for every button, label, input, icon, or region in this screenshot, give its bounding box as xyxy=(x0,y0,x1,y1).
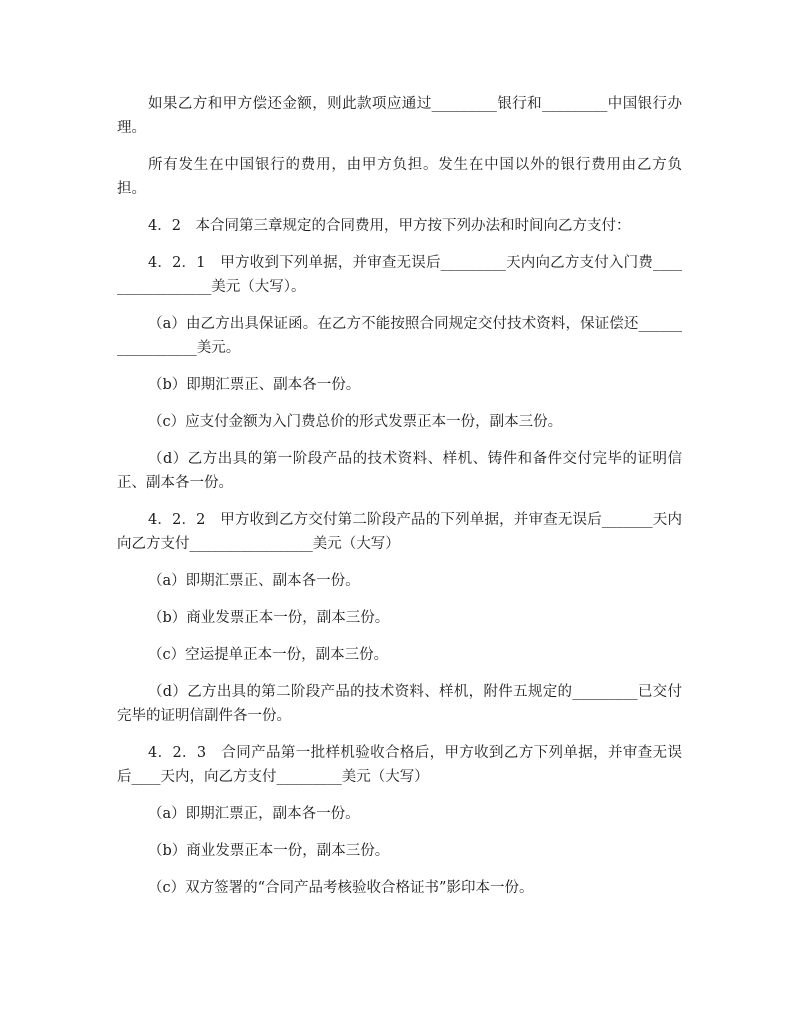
paragraph-bank-repayment: 如果乙方和甲方偿还金额，则此款项应通过_________银行和_________中国银行办理。 xyxy=(117,96,682,136)
clause-4-2-2-a: （a）即期汇票正、副本各一份。 xyxy=(148,573,360,589)
clause-4-2-2: 4．2．2 甲方收到乙方交付第二阶段产品的下列单据，并审查无误后_______天内向乙方支付_________________美元（大写） xyxy=(117,512,682,552)
clause-4-2-3-c: （c）双方签署的“合同产品考核验收合格证书”影印本一份。 xyxy=(148,880,534,896)
clause-4-2-2-c: （c）空运提单正本一份，副本三份。 xyxy=(148,647,389,663)
clause-4-2-3-b: （b）商业发票正本一份，副本三份。 xyxy=(148,843,390,859)
clause-4-2-2-b: （b）商业发票正本一份，副本三份。 xyxy=(148,610,390,626)
clause-4-2-1-c: （c）应支付金额为入门费总价的形式发票正本一份，副本三份。 xyxy=(148,414,563,430)
clause-4-2-1: 4．2．1 甲方收到下列单据，并审查无误后_________天内向乙方支付入门费_________________美元（大写）。 xyxy=(117,255,682,295)
paragraph-bank-fees: 所有发生在中国银行的费用，由甲方负担。发生在中国以外的银行费用由乙方负担。 xyxy=(117,157,682,197)
document-body xyxy=(117,92,682,913)
clause-4-2-1-a: （a）由乙方出具保证函。在乙方不能按照合同规定交付技术资料，保证偿还_________________美元。 xyxy=(117,316,682,356)
clause-4-2-3: 4．2．3 合同产品第一批样机验收合格后，甲方收到乙方下列单据，并审查无误后____天内，向乙方支付_________美元（大写） xyxy=(117,745,682,785)
clause-4-2: 4．2 本合同第三章规定的合同费用，甲方按下列办法和时间向乙方支付： xyxy=(148,218,631,234)
clause-4-2-2-d: （d）乙方出具的第二阶段产品的技术资料、样机，附件五规定的_________已交付完毕的证明信副件各一份。 xyxy=(117,684,682,724)
clause-4-2-1-b: （b）即期汇票正、副本各一份。 xyxy=(148,377,361,393)
clause-4-2-3-a: （a）即期汇票正，副本各一份。 xyxy=(148,806,360,822)
clause-4-2-1-d: （d）乙方出具的第一阶段产品的技术资料、样机、铸件和备件交付完毕的证明信正、副本各一份。 xyxy=(117,451,682,491)
